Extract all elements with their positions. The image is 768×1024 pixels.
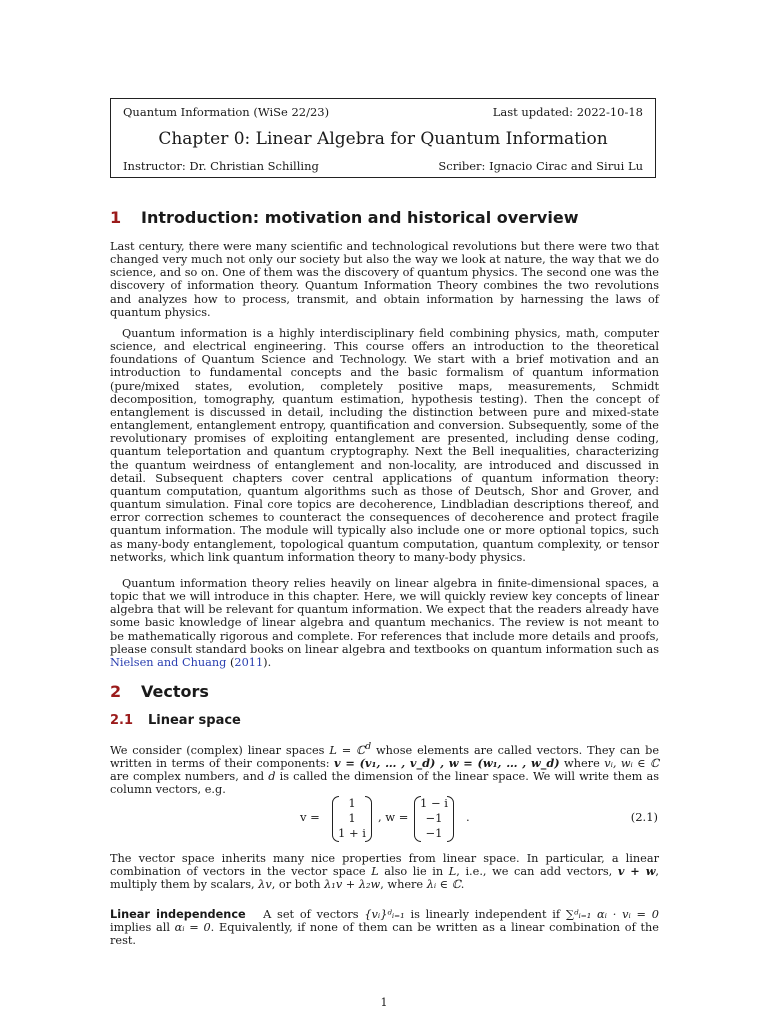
vector-space-paragraph xyxy=(110,852,659,891)
citation-link[interactable]: Nielsen and Chuang xyxy=(110,655,227,669)
vector-entry: −1 xyxy=(425,811,443,825)
instructor: Instructor: Dr. Christian Schilling xyxy=(123,159,319,173)
vector-entry: 1 xyxy=(348,796,356,810)
math: αᵢ = 0 xyxy=(174,921,211,935)
text: is linearly independent if xyxy=(404,908,566,921)
equation-2-1 xyxy=(0,796,768,840)
vector-entry: 1 − i xyxy=(420,796,448,810)
text: , or both xyxy=(271,878,325,892)
section-number: 1 xyxy=(110,208,122,227)
text: , where xyxy=(380,878,427,892)
text: We consider (complex) linear spaces xyxy=(110,743,330,757)
text: The vector space inherits many nice properties from linear space. In particular, a linear combination of vectors in the vector space xyxy=(110,852,659,879)
math: λ₁v + λ₂w xyxy=(324,878,381,892)
section-number: 2 xyxy=(110,682,122,701)
math: v + w xyxy=(617,864,656,879)
text: are complex numbers, and xyxy=(110,770,269,784)
math: L xyxy=(371,865,379,879)
eq-v-label: v = xyxy=(300,810,320,824)
math: λv xyxy=(258,878,272,892)
paren-open: ( xyxy=(226,655,235,669)
math: L = ℂ xyxy=(329,743,366,757)
linear-independence-paragraph xyxy=(110,908,659,947)
scriber: Scriber: Ignacio Cirac and Sirui Lu xyxy=(438,159,643,173)
paragraph-text: Quantum information theory relies heavily on linear algebra in finite-dimensional spaces, a topic that we will introduce in this chapter. Here, we will quickly review key concepts of linear algebra that will be relevant for quantum information. We expect that the readers already have some basic knowledge of linear algebra and quantum mechanics. The review is not meant to be mathematically rigorous and complete. For references that include more details and proofs, please consult standard books on linear algebra and textbooks on quantum information such as xyxy=(110,577,659,656)
math: v = (v₁, … , v_d) , w = (w₁, … , w_d) xyxy=(334,755,560,770)
vector-w xyxy=(414,796,454,840)
header-box xyxy=(110,98,656,178)
text: A set of vectors xyxy=(263,908,365,921)
page-number: 1 xyxy=(380,996,388,1009)
vector-v xyxy=(332,796,372,840)
vector-entry: 1 xyxy=(348,811,356,825)
math: ∑ᵈᵢ₌₁ αᵢ · vᵢ = 0 xyxy=(565,908,659,921)
math: d xyxy=(365,741,372,752)
chapter-title: Chapter 0: Linear Algebra for Quantum Information xyxy=(158,129,608,149)
section-title: Vectors xyxy=(141,682,209,701)
vector-entry: 1 + i xyxy=(338,826,366,840)
eq-w-label: , w = xyxy=(378,810,409,824)
last-updated: Last updated: 2022-10-18 xyxy=(492,105,643,119)
header-bottom-row xyxy=(123,159,643,173)
section-2-heading xyxy=(110,682,209,701)
section-title: Introduction: motivation and historical overview xyxy=(141,208,579,227)
intro-paragraph-1: Last century, there were many scientific and technological revolutions but there were two that changed very much not only our society but also the way we look at nature, the way that we do science, and so on. One of them was the discovery of quantum physics. The second one was the discovery of information theory. Quantum Information Theory combines the two revolutions and analyzes how to process, transmit, and obtain information by harnessing the laws of quantum physics. xyxy=(110,240,659,319)
section-1-heading xyxy=(110,208,578,227)
text: is called the dimension of the linear space. We will write them as column vectors, e.g. xyxy=(110,770,659,797)
paren-close: ). xyxy=(263,655,272,669)
text: whose elements are called vectors. They can be written in terms of their components: xyxy=(110,743,660,770)
course-name: Quantum Information (WiSe 22/23) xyxy=(123,105,330,119)
math: L xyxy=(448,865,457,879)
math: λᵢ ∈ ℂ xyxy=(426,878,461,892)
linear-space-paragraph xyxy=(110,740,659,796)
subsection-title: Linear space xyxy=(148,713,241,728)
text: , multiply them by scalars, xyxy=(110,865,660,892)
text: . Equivalently, if none of them can be written as a linear combination of the rest. xyxy=(110,921,659,948)
math: d xyxy=(268,770,276,784)
text: where xyxy=(559,756,605,770)
eq-end: . xyxy=(466,810,470,824)
header-top-row xyxy=(123,105,643,119)
text: , i.e., we can add vectors, xyxy=(456,865,618,879)
subsection-2-1-heading xyxy=(110,713,241,728)
text: also lie in xyxy=(378,865,449,879)
linear-independence-label: Linear independence xyxy=(110,908,246,921)
math: {vᵢ}ᵈᵢ₌₁ xyxy=(364,908,405,921)
subsection-number: 2.1 xyxy=(110,713,134,728)
intro-paragraph-3 xyxy=(110,577,659,669)
equation-number: (2.1) xyxy=(630,810,658,824)
text: . xyxy=(460,878,465,892)
text: implies all xyxy=(110,921,175,935)
math: vᵢ, wᵢ ∈ ℂ xyxy=(604,756,659,770)
vector-entry: −1 xyxy=(425,826,443,840)
intro-paragraph-2: Quantum information is a highly interdisciplinary field combining physics, math, computer science, and electrical engineering. This course offers an introduction to the theoretical foundations of Quantum Science and Technology. We start with a brief motivation and an introduction to fundamental concepts and the basic formalism of quantum information (pure/mixed states, evolution, completely positive maps, measurements, Schmidt decomposition, tomography, quantum estimation, hypothesis testing). Then the concept of entanglement is discussed in detail, including the distinction between pure and mixed-state entanglement, entanglement entropy, quantification and conversion. Subsequently, some of the revolutionary promises of exploiting entanglement are presented, including dense coding, quantum teleportation and quantum cryptography. Next the Bell inequalities, characterizing the quantum weirdness of entanglement and non-locality, are introduced and discussed in detail. Subsequent chapters cover central applications of quantum information theory: quantum computation, quantum algorithms such as those of Deutsch, Shor and Grover, and quantum simulation. Final core topics are decoherence, Lindbladian descriptions thereof, and error correction schemes to counteract the consequences of decoherence and protect fragile quantum information. The module will typically also include one or more optional topics, such as many-body entanglement, topological quantum computation, quantum complexity, or tensor networks, which link quantum information theory to many-body physics. xyxy=(110,327,659,564)
citation-year-link[interactable]: 2011 xyxy=(234,655,264,669)
